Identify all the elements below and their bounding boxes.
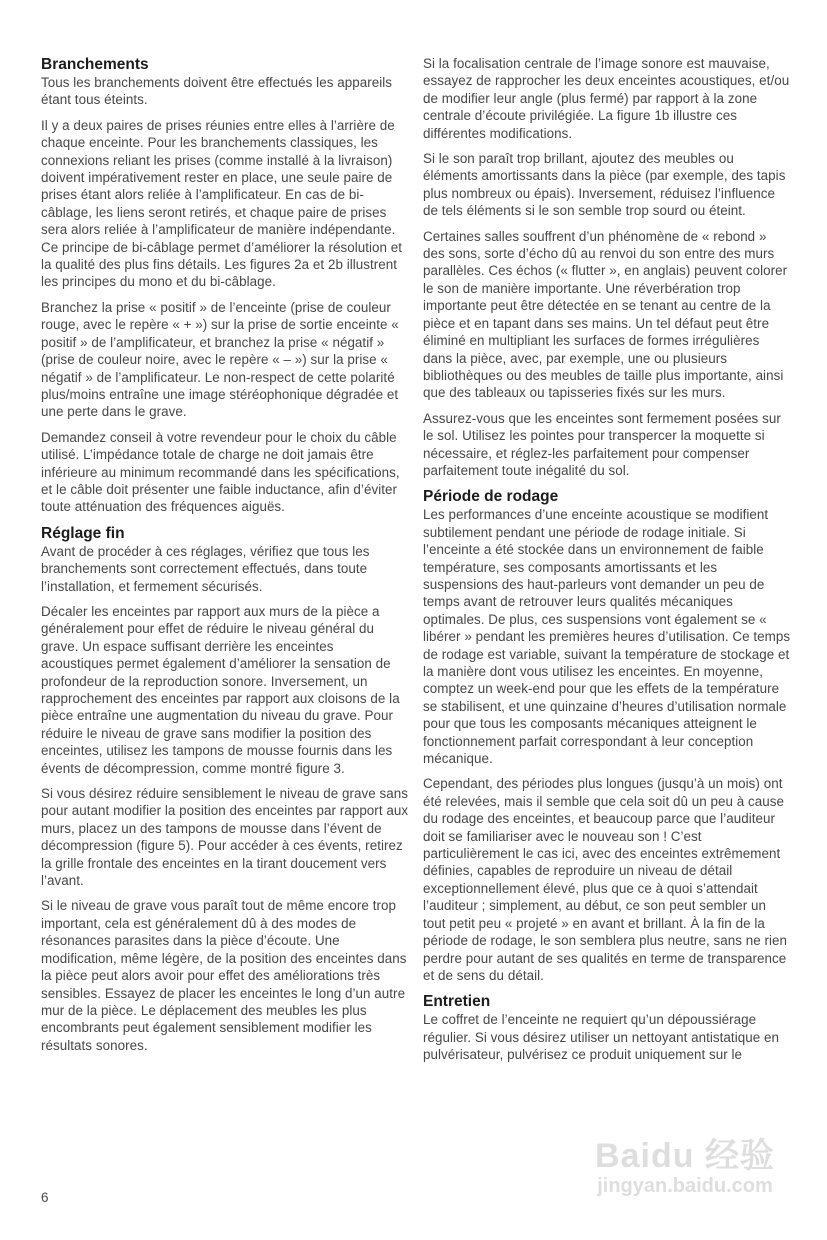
- paragraph: Le coffret de l’enceinte ne requiert qu’un dépoussiérage régulier. Si vous désirez utiliser un nettoyant antistatique en pulvérisateur, pulvérisez ce produit uniquement sur le: [423, 1012, 779, 1063]
- baidu-watermark: [585, 1138, 785, 1218]
- paragraph: Cependant, des périodes plus longues (jusqu’à un mois) ont été relevées, mais il semble que cela soit dû un peu à cause du rodage des enceintes, et beaucoup parce que l’auditeur doit se familiariser avec le nouveau son ! C’est particulièrement le cas ici, avec des enceintes extrêmement définies, capables de reproduire un niveau de détail exceptionnellement élevé, plus que ce à quoi s’attendait l’auditeur ; simplement, au début, ce son peut sembler un tout petit peu « projeté » en avant et brillant. À la fin de la période de rodage, le son semblera plus neutre, sans ne rien perdre pour autant de ses qualités en terme de transparence et de sens du détail.: [423, 776, 788, 983]
- section-heading: Période de rodage: [423, 488, 559, 506]
- paragraph: Certaines salles souffrent d’un phénomène de « rebond » des sons, sorte d’écho dû au renvoi du son entre des murs parallèles. Ces échos (« flutter », en anglais) peuvent colorer le son de manière importante. Une réverbération trop importante peut être détectée en se tenant au centre de la pièce et en tapant dans ses mains. Un tel défaut peut être éliminé en multipliant les surfaces de formes irrégulières dans la pièce, avec, par exemple, une ou plusieurs bibliothèques ou des meubles de taille plus importante, ainsi que des tableaux ou tapisseries fixés sur les murs.: [423, 228, 788, 401]
- paragraph: Les performances d’une enceinte acoustique se modifient subtilement pendant une période de rodage initiale. Si l’enceinte a été stockée dans un environnement de faible température, ses composants amortissants et les suspensions des haut-parleurs vont demander un peu de temps avant de retrouver leurs qualités mécaniques optimales. De plus, ces suspensions vont également se « libérer » pendant les premières heures d’utilisation. Ce temps de rodage est variable, suivant la température de stockage et la manière dont vous utilisez les enceintes. En moyenne, comptez un week-end pour que les effets de la température se stabilisent, et une quinzaine d’heures d’utilisation normale pour que tous les composants mécaniques atteignent le fonctionnement parfait correspondant à leur conception mécanique.: [423, 507, 791, 767]
- right-column: [423, 55, 791, 1072]
- section-heading: Réglage fin: [41, 524, 125, 542]
- page-number: 6: [41, 1190, 49, 1205]
- section-heading: Entretien: [423, 993, 491, 1011]
- watermark-url: jingyan.baidu.com: [597, 1175, 773, 1197]
- paragraph: Branchez la prise « positif » de l’enceinte (prise de couleur rouge, avec le repère « + ») sur la prise de sortie enceinte « positif » de l’amplificateur, et branchez la prise « négatif » (prise de couleur noire, avec le repère « – ») sur la prise « négatif » de l’amplificateur. Le non-respect de cette polarité plus/moins entraîne une image stéréophonique dégradée et une perte dans le grave.: [41, 299, 399, 420]
- left-column: [41, 55, 409, 1062]
- paragraph: Si la focalisation centrale de l’image sonore est mauvaise, essayez de rapprocher les deux enceintes acoustiques, et/ou de modifier leur angle (plus fermé) par rapport à la zone centrale d’écoute privilégiée. La figure 1b illustre ces différentes modifications.: [423, 56, 790, 141]
- section-entretien: [423, 992, 791, 1063]
- paragraph: Tous les branchements doivent être effectués les appareils étant tous éteints.: [41, 75, 393, 108]
- paragraph: Si le son paraît trop brillant, ajoutez des meubles ou éléments amortissants dans la pièce (par exemple, des tapis plus nombreux ou épais). Inversement, réduisez l’influence de tels éléments si le son semble trop sourd ou éteint.: [423, 151, 786, 219]
- watermark-brand: Baidu 经验: [595, 1137, 775, 1175]
- paragraph: Décaler les enceintes par rapport aux murs de la pièce a généralement pour effet de réduire le niveau général du grave. Un espace suffisant derrière les enceintes acoustiques permet également d’améliorer la sensation de profondeur de la reproduction sonore. Inversement, un rapprochement des enceintes par rapport aux cloisons de la pièce entraîne une augmentation du niveau du grave. Pour réduire le niveau de grave sans modifier la position des enceintes, utilisez les tampons de mousse fournis dans les évents de décompression, comme montré figure 3.: [41, 603, 400, 776]
- paragraph: Si le niveau de grave vous paraît tout de même encore trop important, cela est généralement dû à des modes de résonances parasites dans la pièce d’écoute. Une modification, même légère, de la position des enceintes dans la pièce peut alors avoir pour effet des améliorations très sensibles. Essayez de placer les enceintes le long d’un autre mur de la pièce. Le déplacement des meubles les plus encombrants peut également sensiblement modifier les résultats sonores.: [41, 898, 407, 1053]
- section-periode-de-rodage: [423, 487, 791, 984]
- section-branchements: [41, 55, 409, 516]
- paragraph: Demandez conseil à votre revendeur pour le choix du câble utilisé. L’impédance totale de charge ne doit jamais être inférieure au minimum recommandé dans les spécifications, et le câble doit présenter une faible inductance, afin d’éviter toute atténuation des fréquences aiguës.: [41, 429, 400, 515]
- section-reglage-fin: [41, 524, 409, 1054]
- paragraph: Il y a deux paires de prises réunies entre elles à l’arrière de chaque enceinte. Pour les branchements classiques, les connexions reliant les prises (comme installé à la livraison) doivent impérativement rester en place, une seule paire de prises étant alors reliée à l’amplificateur. En cas de bi-câblage, les liens seront retirés, et chaque paire de prises sera alors reliée à l’amplificateur de manière indépendante. Ce principe de bi-câblage permet d’améliorer la résolution et la qualité des plus fins détails. Les figures 2a et 2b illustrent les principes du mono et du bi-câblage.: [41, 117, 403, 290]
- section-reglage-fin-continued: [423, 55, 791, 479]
- section-heading: Branchements: [41, 56, 149, 73]
- paragraph: Avant de procéder à ces réglages, vérifiez que tous les branchements sont correctement effectués, dans toute l’installation, et fermement sécurisés.: [41, 543, 370, 594]
- paragraph: Si vous désirez réduire sensiblement le niveau de grave sans pour autant modifier la position des enceintes par rapport aux murs, placez un des tampons de mousse dans l’évent de décompression (figure 5). Pour accéder à ces évents, retirez la grille frontale des enceintes en la tirant doucement vers l’avant.: [41, 786, 409, 889]
- paragraph: Assurez-vous que les enceintes sont fermement posées sur le sol. Utilisez les pointes pour transpercer la moquette si nécessaire, et réglez-les parfaitement pour compenser parfaitement toute inégalité du sol.: [423, 410, 781, 478]
